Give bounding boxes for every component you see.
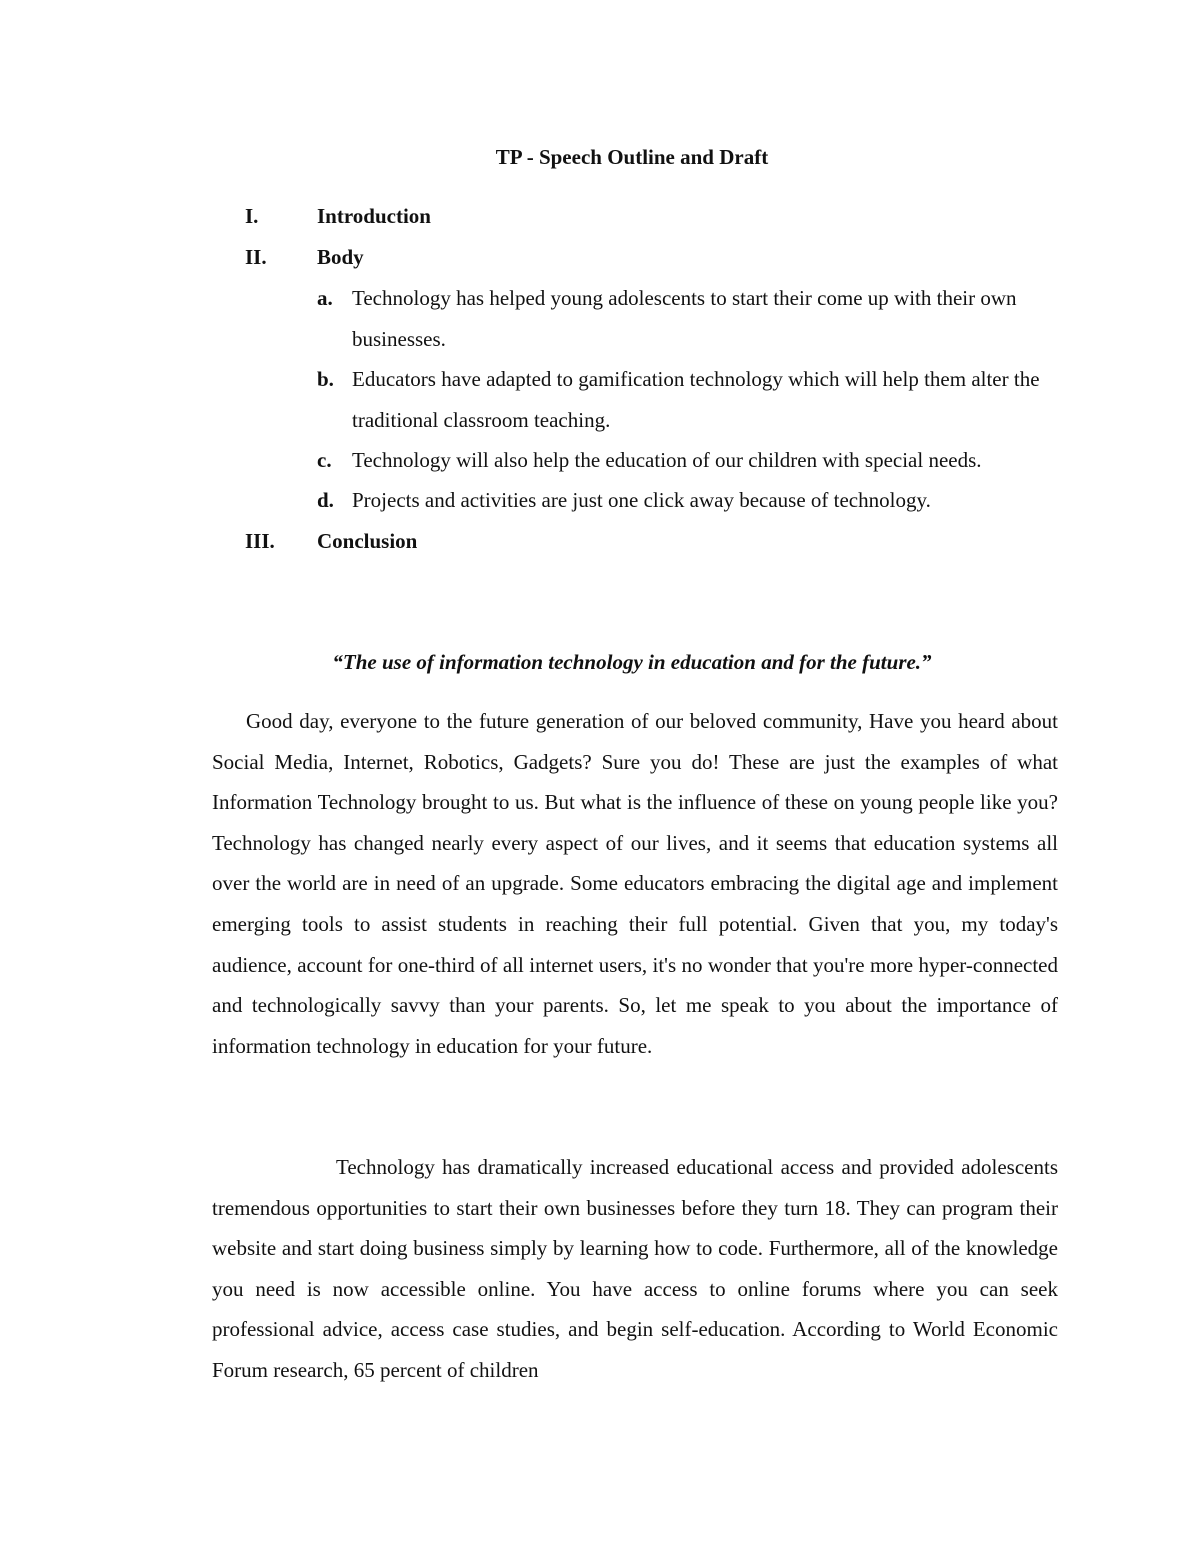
speech-paragraph: Good day, everyone to the future generation of our beloved community, Have you heard about Social Media, Internet, Robotics, Gadgets? Sure you do! These are just the examples of what Information Technology brought to us. But what is the influence of these on young people like you? Technology has changed nearly every aspect of our lives, and it seems that education systems all over the world are in need of an upgrade. Some educators embracing the digital age and implement emerging tools to assist students in reaching their full potential. Given that you, my today's audience, account for one-third of all internet users, it's no wonder that you're more hyper-connected and technologically savvy than your parents. So, let me speak to you about the importance of information technology in education for your future. bbox=[212, 709, 1058, 1058]
outline-item-text: Technology has helped young adolescents to start their come up with their own businesses. bbox=[352, 286, 1017, 351]
outline-numeral-conclusion: III. bbox=[245, 529, 275, 553]
outline-item-text: Projects and activities are just one click away because of technology. bbox=[352, 488, 931, 512]
speech-paragraph: Technology has dramatically increased educational access and provided adolescents tremendous opportunities to start their own businesses before they turn 18. They can program their website and start doing business simply by learning how to code. Furthermore, all of the knowledge you need is now accessible online. You have access to online forums where you can seek professional advice, access case studies, and begin self-education. According to World Economic Forum research, 65 percent of children bbox=[212, 1155, 1058, 1382]
document-title: TP - Speech Outline and Draft bbox=[495, 145, 769, 169]
outline-heading-introduction: Introduction bbox=[317, 204, 431, 228]
outline-item-text: Technology will also help the education of our children with special needs. bbox=[352, 448, 982, 472]
outline-item-letter: a. bbox=[317, 286, 333, 310]
outline-heading-conclusion: Conclusion bbox=[317, 529, 418, 553]
outline-item-letter: b. bbox=[317, 367, 334, 391]
outline-item-text: Educators have adapted to gamification technology which will help them alter the traditional classroom teaching. bbox=[352, 367, 1040, 432]
outline-heading-body: Body bbox=[317, 245, 364, 269]
outline-item-letter: d. bbox=[317, 488, 334, 512]
speech-title: “The use of information technology in education and for the future.” bbox=[332, 650, 932, 674]
outline-numeral-body: II. bbox=[245, 245, 267, 269]
outline-item-letter: c. bbox=[317, 448, 332, 472]
outline-numeral-introduction: I. bbox=[245, 204, 259, 228]
